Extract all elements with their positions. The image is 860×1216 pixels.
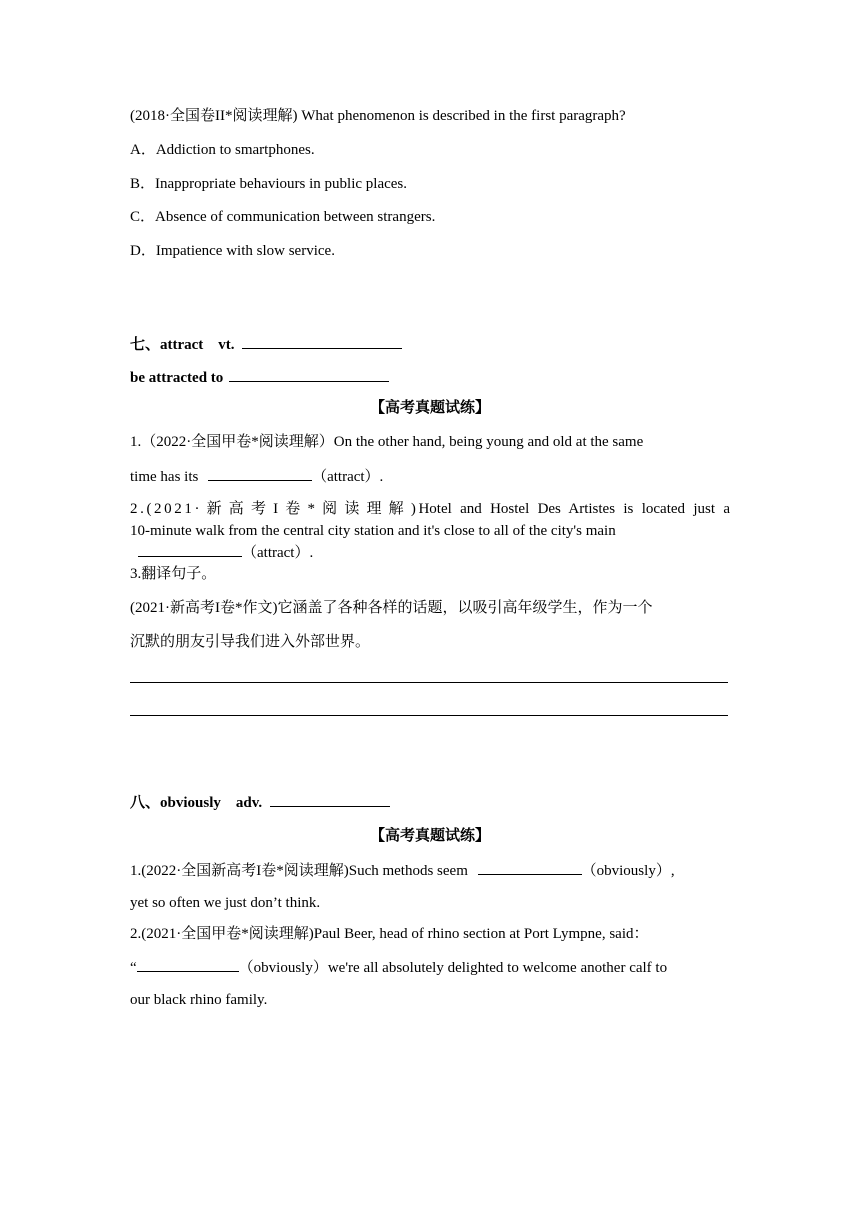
section-8-heading (130, 792, 390, 813)
s7-item2-line2: 10-minute walk from the central city station and it's close to all of the city's main (130, 523, 616, 539)
s7-item1-line1: 1.（2022·全国甲卷*阅读理解）On the other hand, being young and old at the same (130, 434, 644, 450)
s7-item1-line2 (130, 466, 383, 487)
s8-item2-line2 (130, 957, 667, 978)
option-a: A．Addiction to smartphones. (130, 142, 315, 158)
s8-item2-post: （obviously）we're all absolutely delighted to welcome another calf to (238, 960, 668, 976)
option-c: C．Absence of communication between strangers. (130, 209, 436, 225)
practice-title-8: 【高考真题试练】 (369, 828, 490, 844)
s7-item2-text: Hotel and Hostel Des Artistes is located just a (418, 501, 730, 517)
answer-blank[interactable] (138, 542, 242, 557)
practice-title-7: 【高考真题试练】 (369, 400, 490, 416)
answer-blank[interactable] (270, 792, 390, 807)
s8-item1-line2: yet so often we just don’t think. (130, 895, 321, 911)
option-b: B．Inappropriate behaviours in public places. (130, 176, 408, 192)
s8-item1-line1 (130, 860, 675, 881)
s8-item1-pre: 1.(2022·全国新高考I卷*阅读理解)Such methods seem (130, 863, 468, 879)
answer-blank[interactable] (478, 860, 582, 875)
s7-item2-line3 (130, 542, 313, 563)
answer-line[interactable] (130, 682, 728, 683)
answer-blank[interactable] (137, 957, 239, 972)
answer-line[interactable] (130, 715, 728, 716)
s8-item2-quote: “ (130, 960, 137, 976)
s7-item1-pre: time has its (130, 469, 199, 485)
s8-item2-line3: our black rhino family. (130, 992, 268, 1008)
section-7-heading (130, 334, 402, 355)
section-7-heading-text: 七、attract vt. (130, 337, 235, 353)
s7-item2-line1 (130, 499, 730, 519)
s7-item3-src: (2021·新高考I卷*作文)它涵盖了各种各样的话题，以吸引高年级学生，作为一个 (130, 600, 653, 616)
s7-item3: 3.翻译句子。 (130, 566, 217, 582)
s7-item1-post: （attract）. (312, 469, 384, 485)
section-7-sub-text: be attracted to (130, 370, 224, 386)
s7-item2-post: （attract）. (242, 545, 314, 561)
answer-blank[interactable] (242, 334, 402, 349)
s7-item3-cont: 沉默的朋友引导我们进入外部世界。 (130, 634, 371, 650)
section-7-sub (130, 367, 389, 388)
option-d: D．Impatience with slow service. (130, 243, 335, 259)
s8-item1-post: （obviously）, (581, 863, 675, 879)
question-stem-2018: (2018·全国卷II*阅读理解) What phenomenon is described in the first paragraph? (130, 108, 626, 124)
section-8-heading-text: 八、obviously adv. (130, 795, 263, 811)
s7-item2-src: 2.(2021·新高考I卷*阅读理解) (130, 501, 419, 517)
s8-item2-line1: 2.(2021·全国甲卷*阅读理解)Paul Beer, head of rhino section at Port Lympne, said： (130, 926, 649, 942)
answer-blank[interactable] (229, 367, 389, 382)
answer-blank[interactable] (208, 466, 312, 481)
